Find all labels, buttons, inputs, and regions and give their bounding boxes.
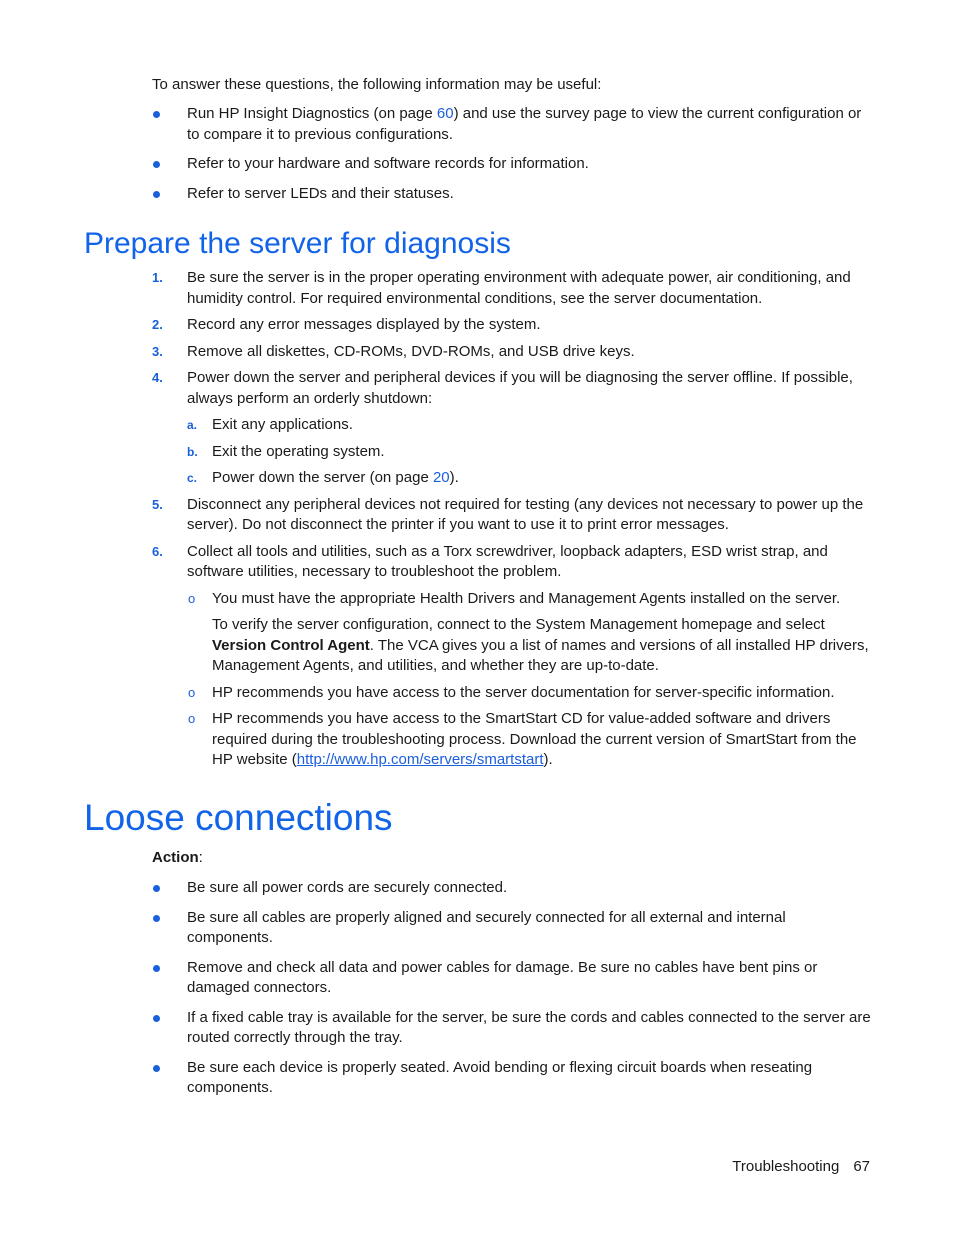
step-number: 5. [152, 496, 163, 512]
circle-bullet-icon: o [188, 711, 196, 726]
substep-letter: b. [187, 444, 198, 459]
step-number: 3. [152, 343, 163, 359]
bullet-icon [153, 915, 160, 922]
step-number: 6. [152, 543, 163, 559]
list-item: If a fixed cable tray is available for the server, be sure the cords and cables connected to the server are routed correctly through the tray. [152, 1008, 872, 1049]
step-item: 2. Record any error messages displayed by the system. [152, 315, 872, 336]
substep-item: c. Power down the server (on page 20). [187, 468, 872, 489]
page-footer [732, 1157, 870, 1178]
note-item: o HP recommends you have access to the SmartStart CD for value-added software and drivers required during the troubleshooting process. Download the current version of SmartStart from the HP website (http://www.hp.com/servers/smartstart). [188, 710, 857, 768]
note-list [187, 589, 872, 771]
circle-bullet-icon: o [188, 684, 196, 700]
step-item: 1. Be sure the server is in the proper operating environment with adequate power, air conditioning, and humidity control. For required environmental conditions, see the server documentation. [152, 269, 851, 307]
list-item: Be sure all power cords are securely connected. [152, 878, 872, 899]
step-number: 4. [152, 370, 163, 385]
bullet-icon [153, 111, 160, 118]
list-item: Be sure each device is properly seated. Avoid bending or flexing circuit boards when reseating components. [152, 1058, 872, 1099]
bullet-icon [153, 1065, 160, 1072]
step-number: 2. [152, 317, 163, 332]
page-link-60[interactable]: 60 [436, 105, 454, 122]
bullet-icon [153, 885, 160, 892]
version-control-agent-label: Version Control Agent [212, 636, 370, 654]
step-number: 1. [152, 270, 163, 285]
substep-letter: a. [187, 418, 198, 432]
list-item: Be sure all cables are properly aligned and securely connected for all external and internal components. [152, 908, 872, 949]
info-bullet-list [152, 104, 872, 204]
prepare-steps [152, 268, 872, 771]
page-number: 67 [853, 1158, 870, 1175]
list-item: Run HP Insight Diagnostics (on page 60) and use the survey page to view the current configuration or to compare it to previous configurations. [152, 104, 872, 145]
circle-bullet-icon: o [188, 590, 196, 606]
substep-item: b. Exit the operating system. [187, 442, 872, 463]
note-item: o HP recommends you have access to the server documentation for server-specific information. [187, 683, 872, 704]
step-item: 5. Disconnect any peripheral devices not required for testing (any devices not necessary to power up the server). Do not disconnect the printer if you want to use it to print error messages. [152, 495, 864, 533]
note-item: o You must have the appropriate Health Drivers and Management Agents installed on the server. To verify the server configuration, connect to the System Management homepage and select Version Control Agent. The VCA gives you a list of names and versions of all installed HP drivers, Management Agents, and utilities, and whether they are up-to-date. [187, 589, 872, 677]
substep-item: a. Exit any applications. [187, 415, 872, 436]
smartstart-url-link[interactable]: http://www.hp.com/servers/smartstart [296, 751, 544, 768]
step-item: 4. Power down the server and peripheral devices if you will be diagnosing the server offline. If possible, always perform an orderly shutdown: a. Exit any applications. b. Exit the operating system. c. Power down the server (on page 20). [152, 368, 872, 489]
loose-bullet-list [152, 878, 872, 1099]
bullet-icon [153, 1015, 160, 1022]
step-item: 3. Remove all diskettes, CD-ROMs, DVD-ROMs, and USB drive keys. [152, 342, 872, 363]
bullet-icon [153, 161, 160, 168]
list-item: Refer to server LEDs and their statuses. [152, 184, 872, 205]
list-item: Remove and check all data and power cables for damage. Be sure no cables have bent pins or damaged connectors. [152, 958, 872, 999]
bullet-icon [153, 191, 160, 198]
substep-list [187, 415, 872, 489]
substep-letter: c. [187, 471, 198, 485]
verify-paragraph: To verify the server configuration, connect to the System Management homepage and select Version Control Agent. The VCA gives you a list of names and versions of all installed HP drivers, Management Agents, and utilities, and whether they are up-to-date. [212, 616, 869, 674]
footer-section: Troubleshooting [732, 1158, 840, 1175]
step-item: 6. Collect all tools and utilities, such as a Torx screwdriver, loopback adapters, ESD wrist strap, and software utilities, necessary to troubleshoot the problem. o You must have the appropriate Health Drivers and Management Agents installed on the server. To verify the server configuration, connect to the System Management homepage and select Version Control Agent. The VCA gives you a list of names and versions of all installed HP drivers, Management Agents, and utilities, and whether they are up-to-date. o HP recommends you have access to the server documentation for server-specific information. o HP recommends you have access to the SmartStart CD for value-added software and drivers required during the troubleshooting process. Download the current version of SmartStart from the HP website (http://www.hp.com/servers/smartstart). [152, 542, 872, 771]
action-label: Action: [152, 849, 203, 866]
bullet-icon [153, 965, 160, 972]
section-heading-loose-connections: Loose connections [84, 797, 393, 838]
intro-text: To answer these questions, the following information may be useful: [152, 76, 602, 93]
section-heading-prepare: Prepare the server for diagnosis [84, 227, 511, 260]
list-item: Refer to your hardware and software records for information. [152, 154, 872, 175]
page-link-20[interactable]: 20 [432, 469, 450, 486]
